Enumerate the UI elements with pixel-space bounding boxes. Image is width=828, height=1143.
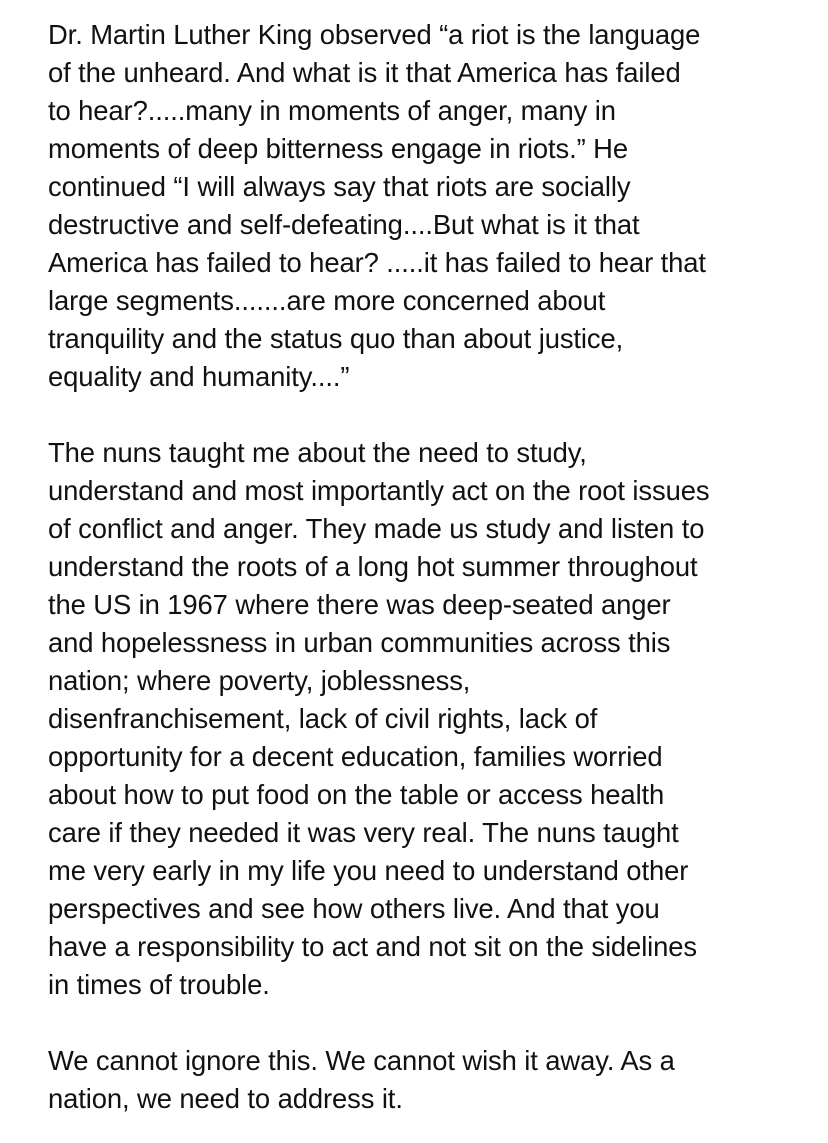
text-line: to hear?.....many in moments of anger, many in	[48, 95, 616, 126]
document-body	[48, 16, 818, 1118]
paragraph-mlk-quote	[48, 16, 818, 396]
text-line: of the unheard. And what is it that America has failed	[48, 57, 681, 88]
text-line: nation, we need to address it.	[48, 1083, 403, 1114]
paragraph-nuns	[48, 434, 818, 1004]
text-line: continued “I will always say that riots are socially	[48, 171, 631, 202]
text-line: disenfranchisement, lack of civil rights, lack of	[48, 703, 598, 734]
text-line: We cannot ignore this. We cannot wish it away. As a	[48, 1045, 675, 1076]
text-line: perspectives and see how others live. And that you	[48, 893, 660, 924]
text-line: of conflict and anger. They made us study and listen to	[48, 513, 705, 544]
text-line: care if they needed it was very real. The nuns taught	[48, 817, 679, 848]
text-line: understand the roots of a long hot summer throughout	[48, 551, 698, 582]
text-line: equality and humanity....”	[48, 361, 350, 392]
text-line: understand and most importantly act on the root issues	[48, 475, 710, 506]
text-line: nation; where poverty, joblessness,	[48, 665, 471, 696]
text-line: The nuns taught me about the need to study,	[48, 437, 587, 468]
text-line: moments of deep bitterness engage in riots.” He	[48, 133, 628, 164]
text-line: large segments.......are more concerned about	[48, 285, 606, 316]
text-line: and hopelessness in urban communities across this	[48, 627, 671, 658]
paragraph-conclusion	[48, 1042, 818, 1118]
text-line: the US in 1967 where there was deep-seated anger	[48, 589, 671, 620]
text-line: opportunity for a decent education, families worried	[48, 741, 663, 772]
text-line: Dr. Martin Luther King observed “a riot is the language	[48, 19, 701, 50]
text-line: about how to put food on the table or access health	[48, 779, 665, 810]
text-line: me very early in my life you need to understand other	[48, 855, 689, 886]
text-line: in times of trouble.	[48, 969, 270, 1000]
text-line: tranquility and the status quo than about justice,	[48, 323, 624, 354]
text-line: have a responsibility to act and not sit on the sidelines	[48, 931, 698, 962]
text-line: America has failed to hear? .....it has failed to hear that	[48, 247, 706, 278]
text-line: destructive and self-defeating....But what is it that	[48, 209, 640, 240]
